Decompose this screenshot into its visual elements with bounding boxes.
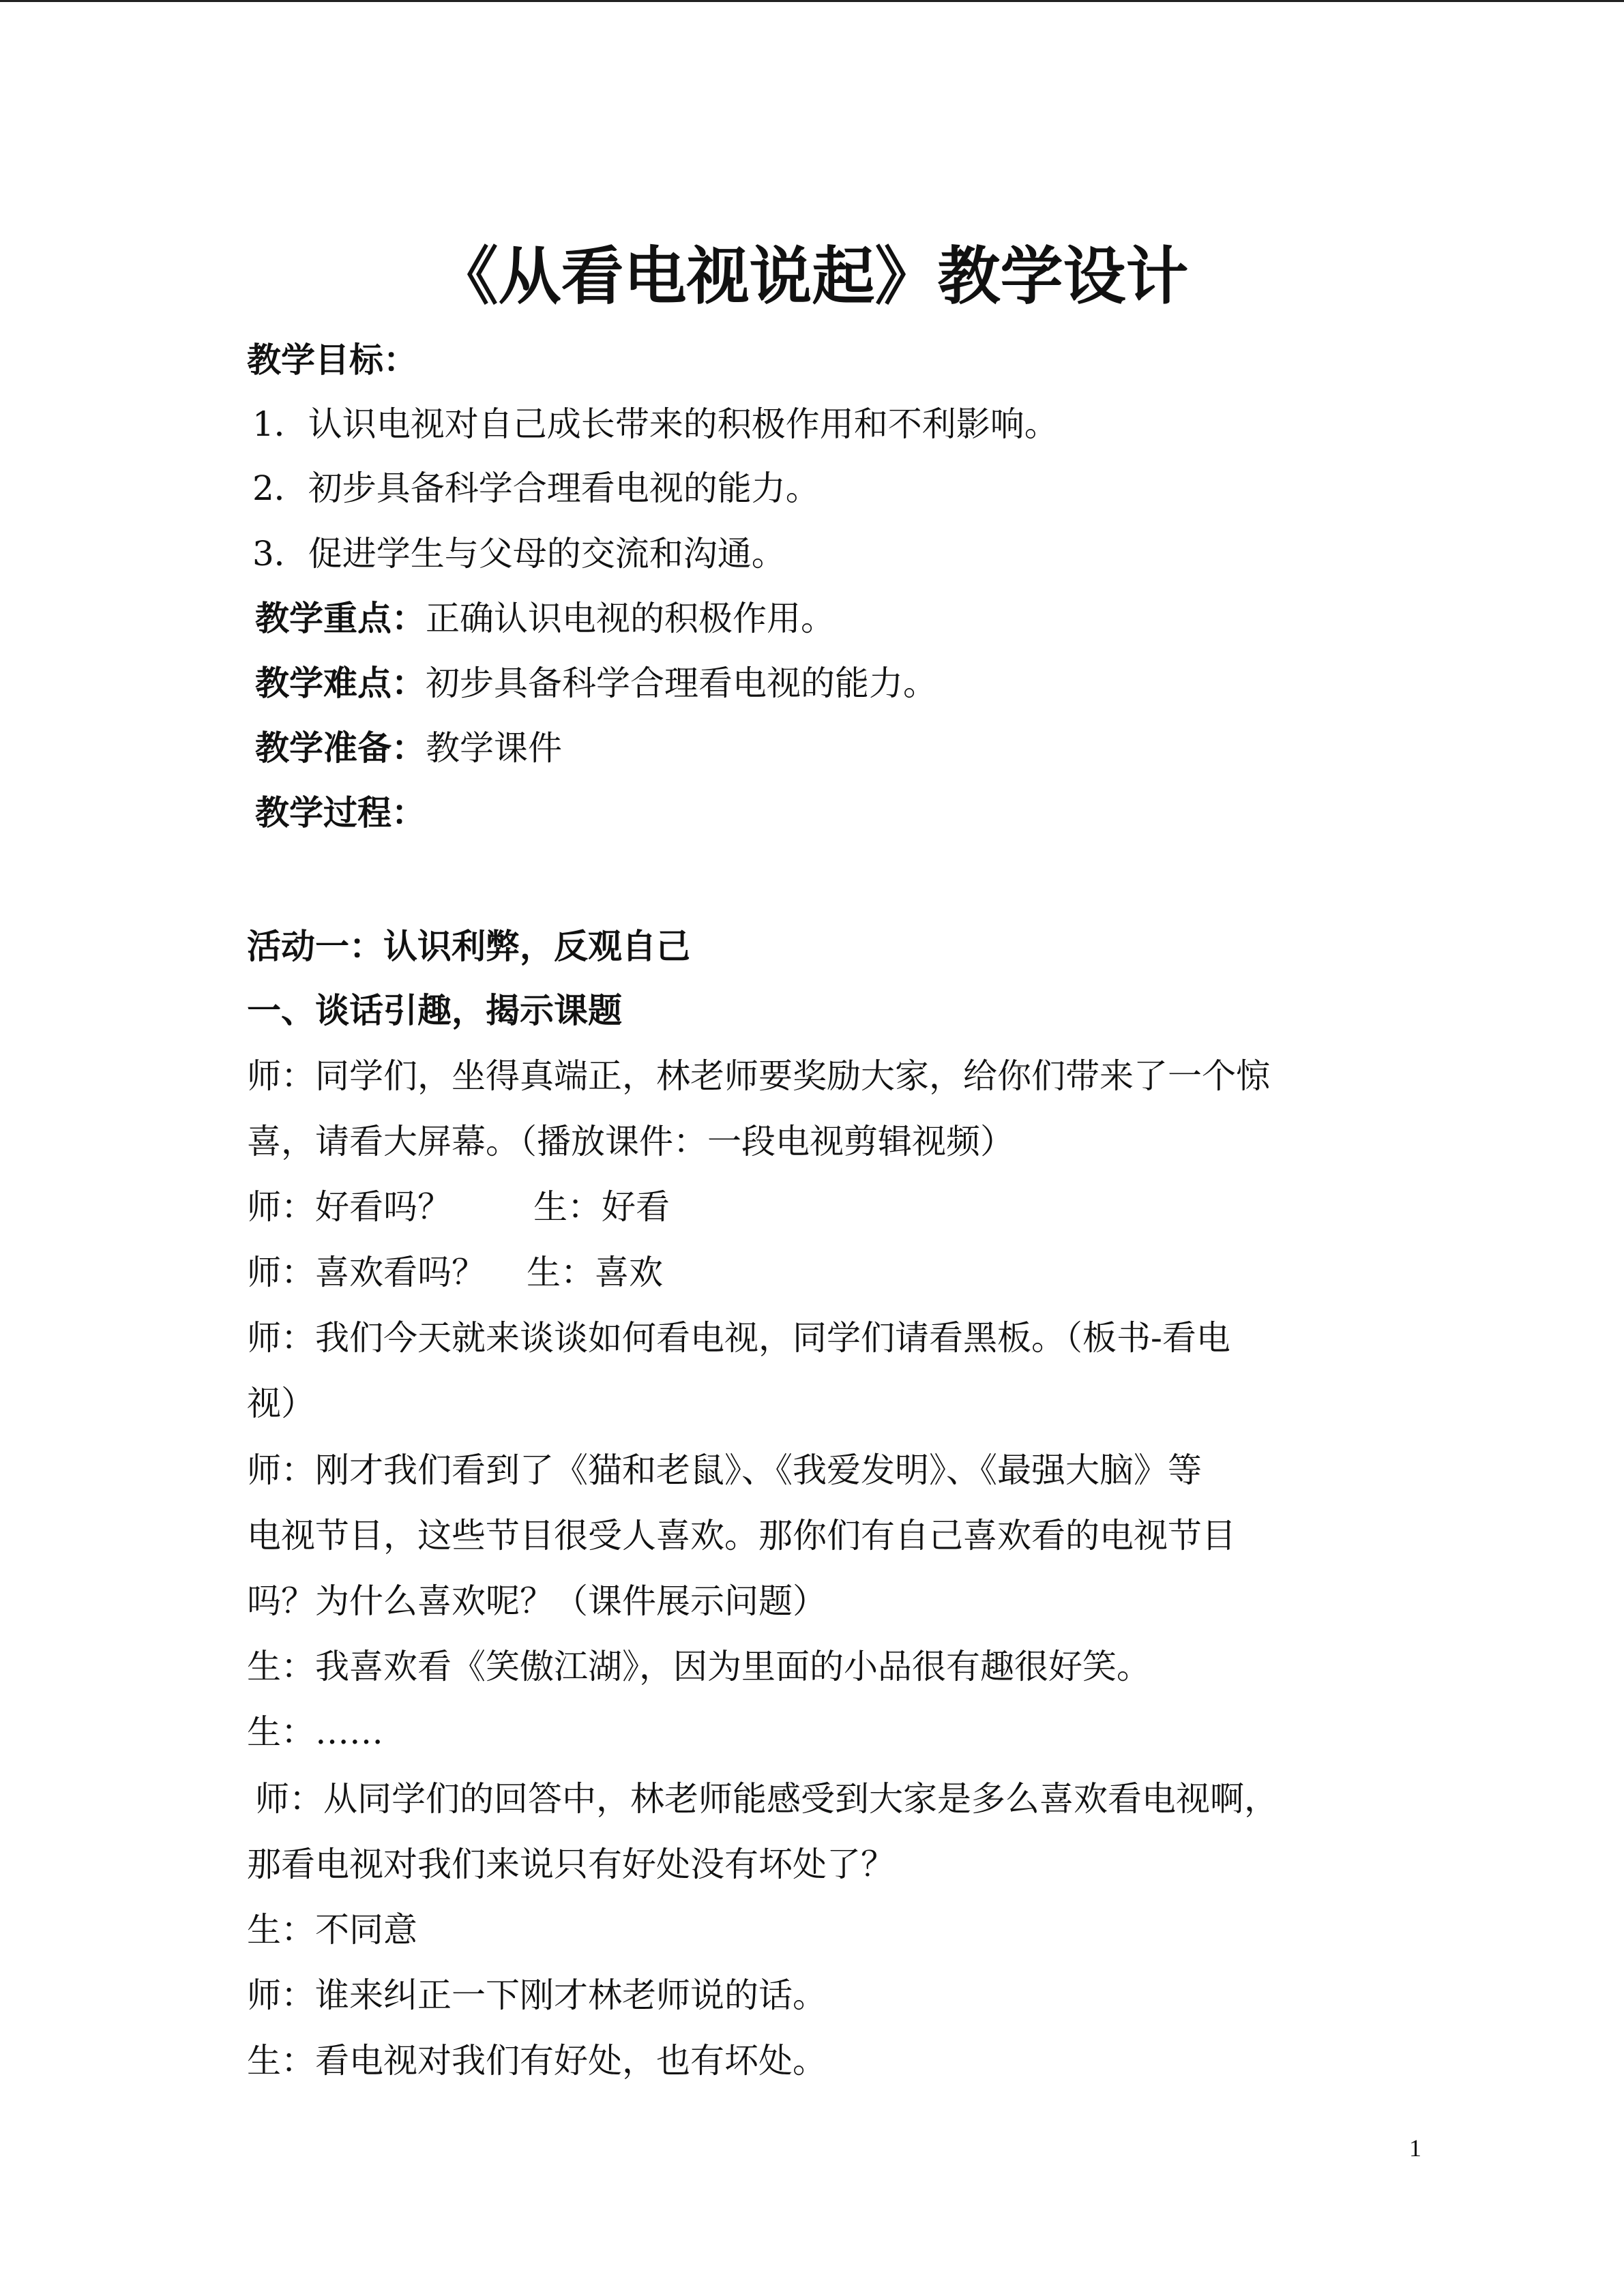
dialogue-line: 生：看电视对我们有好处，也有坏处。 (247, 2041, 827, 2081)
top-border-line (0, 0, 1624, 2)
dialogue-line: 师：同学们，坐得真端正，林老师要奖励大家，给你们带来了一个惊 (247, 1056, 1270, 1096)
teacher-line: 师：好看吗？ (247, 1187, 452, 1227)
difficulty-label: 教学难点： (255, 663, 426, 703)
document-title: 《从看电视说起》教学设计 (435, 239, 1189, 313)
dialogue-line: 那看电视对我们来说只有好处没有坏处了？ (247, 1845, 895, 1884)
preparation-label: 教学准备： (255, 728, 426, 768)
dialogue-line: 师：我们今天就来谈谈如何看电视，同学们请看黑板。（板书-看电 (247, 1318, 1230, 1358)
student-line: 生：好看 (533, 1187, 670, 1227)
page-number: 1 (1409, 2134, 1421, 2162)
objective-item: 2．初步具备科学合理看电视的能力。 (252, 468, 820, 508)
key-point-text: 正确认识电视的积极作用。 (426, 599, 835, 638)
dialogue-line: 师：刚才我们看到了《猫和老鼠》、《我爱发明》、《最强大脑》等 (247, 1450, 1202, 1490)
dialogue-line: 师：谁来纠正一下刚才林老师说的话。 (247, 1976, 827, 2015)
preparation-row (255, 726, 562, 770)
dialogue-line: 师：从同学们的回答中，林老师能感受到大家是多么喜欢看电视啊， (255, 1779, 1278, 1819)
teacher-line: 师：喜欢看吗？ (247, 1253, 486, 1292)
difficulty-text: 初步具备科学合理看电视的能力。 (426, 664, 937, 703)
activity-heading: 活动一：认识利弊，反观自己 (247, 926, 690, 966)
objective-item: 3．促进学生与父母的交流和沟通。 (252, 534, 786, 573)
process-heading: 教学过程： (255, 792, 426, 833)
key-point-label: 教学重点： (255, 598, 426, 638)
objective-item: 1．认识电视对自己成长带来的积极作用和不利影响。 (252, 404, 1059, 444)
dialogue-line: 喜，请看大屏幕。（播放课件：一段电视剪辑视频） (247, 1122, 1014, 1161)
dialogue-line: 生：不同意 (247, 1910, 417, 1950)
difficulty-row (255, 661, 937, 705)
objectives-heading: 教学目标： (247, 340, 417, 380)
dialogue-exchange (247, 1251, 663, 1294)
dialogue-line: 电视节目，这些节目很受人喜欢。那你们有自己喜欢看的电视节目 (247, 1516, 1236, 1555)
section-heading: 一、谈话引趣，揭示课题 (247, 990, 622, 1030)
preparation-text: 教学课件 (426, 728, 562, 768)
dialogue-line: 吗？为什么喜欢呢？（课件展示问题） (247, 1581, 827, 1621)
dialogue-exchange (247, 1185, 670, 1229)
key-point-row (255, 597, 835, 640)
dialogue-line: 视） (247, 1384, 315, 1423)
dialogue-line: 生：…… (247, 1712, 383, 1752)
student-line: 生：喜欢 (527, 1253, 663, 1292)
dialogue-line: 生：我喜欢看《笑傲江湖》，因为里面的小品很有趣很好笑。 (247, 1647, 1151, 1686)
